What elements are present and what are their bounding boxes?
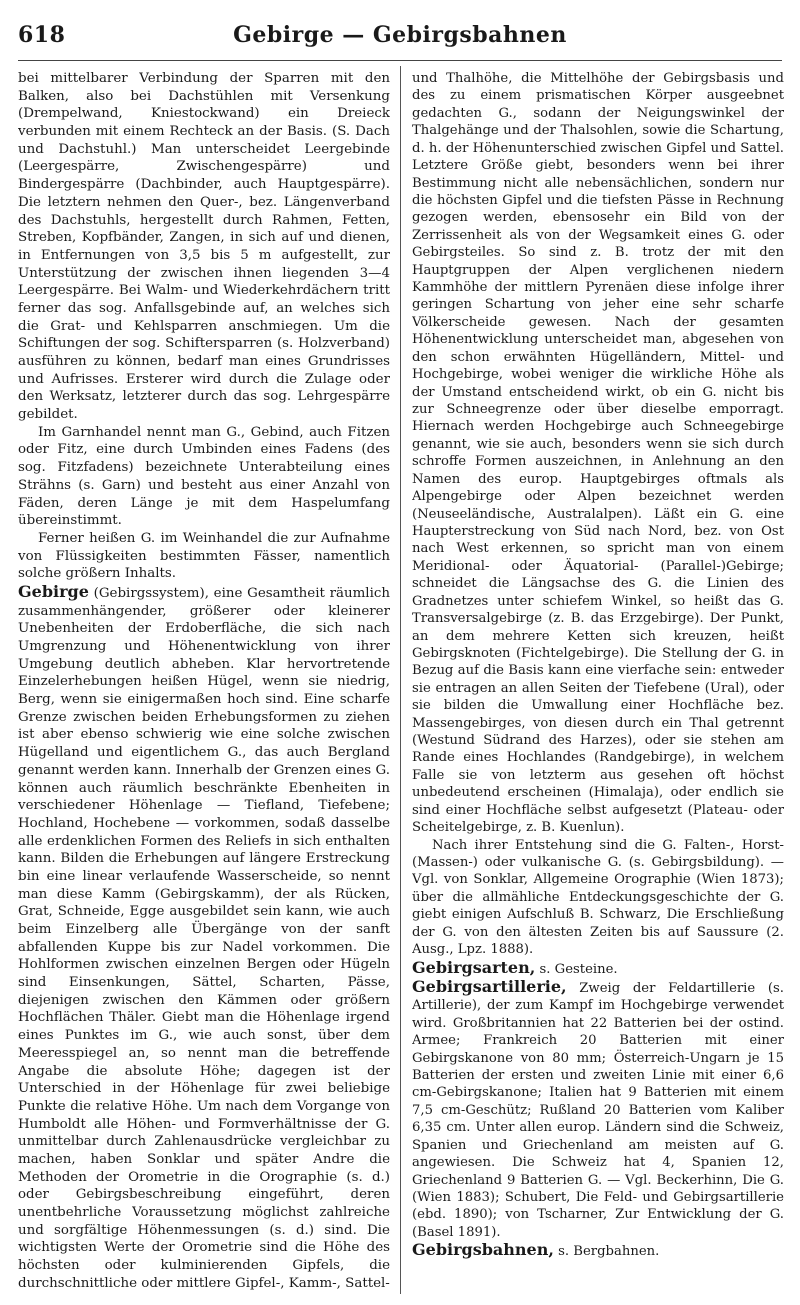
column-divider	[400, 66, 401, 1294]
entry-headword-gebirgsarten: Gebirgsarten,	[412, 957, 536, 977]
page-header	[18, 18, 782, 54]
left-column	[18, 70, 390, 1292]
entry-body-gebirgsarten: s. Gesteine.	[539, 961, 618, 977]
paragraph-garnhandel: Im Garnhandel nennt man G., Gebind, auch Fitzen oder Fitz, eine durch Umbinden eines Fadens (des sog. Fitzfadens) bezeichnete Unterabteilung eines Strähns (s. Garn) und besteht aus einer Anzahl von Fäden, deren Länge je mit dem Haspelumfang übereinstimmt.	[18, 424, 390, 529]
paragraph-entstehung: Nach ihrer Entstehung sind die G. Falten-, Horst- (Massen-) oder vulkanische G. (s. Gebirgsbildung). — Vgl. von Sonklar, Allgemeine Orographie (Wien 1873); über die allmähliche Entdeckungsgeschichte der G. giebt einigen Aufschluß B. Schwarz, Die Erschließung der G. von den ältesten Zeiten bis auf Saussure (2. Ausg., Lpz. 1888).	[412, 837, 784, 958]
entry-body-gebirge: (Gebirgssystem), eine Gesamtheit räumlich zusammenhängender, größerer oder kleinerer Unebenheiten der Erdoberfläche, die sich nach Umgrenzung und Höhenentwicklung von ihrer Umgebung deutlich abheben. Klar hervortretende Einzelerhebungen heißen Hügel, wenn sie niedrig, Berg, wenn sie einigermaßen hoch sind. Eine scharfe Grenze zwischen beiden Erhebungsformen zu ziehen ist aber ebenso schwierig wie eine solche zwischen Hügelland und eigentlichem G., das auch Bergland genannt werden kann. Innerhalb der Grenzen eines G. können auch räumlich beschränkte Ebenheiten in verschiedener Höhenlage — Tiefland, Tiefebene; Hochland, Hochebene — vorkommen, sodaß dasselbe alle erdenklichen Formen des Reliefs in sich enthalten kann. Bilden die Erhebungen auf längere Erstreckung bin eine linear verlaufende Wasserscheide, so nennt man diese Kamm (Gebirgskamm), der als Rücken, Grat, Schneide, Egge ausgebildet sein kann, wie auch beim Einzelberg alle Übergänge von der sanft abfallenden Kuppe bis zur Nadel vorkommen. Die Hohlformen zwischen einzelnen Bergen oder Hügeln sind Einsenkungen, Sättel, Scharten, Pässe, diejenigen zwischen den Kämmen oder größern Hochflächen Thäler. Giebt man die Höhenlage irgend eines Punktes im G., wie auch sonst, über dem Meeresspiegel an, so nennt man die betreffende Angabe die absolute Höhe; dagegen ist der Unterschied in der Höhenlage für zwei beliebige Punkte die relative Höhe. Um nach dem Vorgange von Humboldt alle Höhen- und Formverhältnisse der G. unmittelbar durch Zahlenausdrücke vergleichbar zu machen, haben Sonklar und später Andre die Methoden der Orometrie in die Orographie (s. d.) oder Gebirgsbeschreibung eingeführt, deren unentbehrliche Voraussetzung möglichst zahlreiche und sorgfältige Höhenmessungen (s. d.) sind. Die wichtigsten Werte der Orometrie sind die Höhe des höchsten oder kulminierenden Gipfels, die durchschnittliche oder mittlere Gipfel-, Kamm-, Sattel-	[18, 585, 390, 1291]
entry-headword-gebirge: Gebirge	[18, 581, 89, 601]
entry-headword-gebirgsartillerie: Gebirgsartillerie,	[412, 976, 567, 996]
entry-gebirgsbahnen	[412, 1241, 784, 1260]
entry-body-gebirgsbahnen: s. Bergbahnen.	[558, 1244, 660, 1260]
entry-gebirgsarten	[412, 959, 784, 978]
entry-body-gebirgsartillerie: Zweig der Feldartillerie (s. Artillerie), der zum Kampf im Hochgebirge verwendet wird. Großbritannien hat 22 Batterien bei der ostind. Armee; Frankreich 20 Batterien mit einer Gebirgskanone von 80 mm; Österreich-Ungarn je 15 Batterien der ersten und zweiten Linie mit einer 6,6 cm-Gebirgskanone; Italien hat 9 Batterien mit einem 7,5 cm-Geschütz; Rußland 20 Batterien vom Kaliber 6,35 cm. Unter allen europ. Ländern sind die Schweiz, Spanien und Griechenland am meisten auf G. angewiesen. Die Schweiz hat 4, Spanien 12, Griechenland 9 Batterien G. — Vgl. Beckerhinn, Die G. (Wien 1883); Schubert, Die Feld- und Gebirgsartillerie (ebd. 1890); von Tscharner, Zur Entwicklung der G. (Basel 1891).	[412, 980, 784, 1240]
entry-headword-gebirgsbahnen: Gebirgsbahnen,	[412, 1240, 554, 1260]
page-number: 618	[18, 22, 66, 48]
paragraph-dachstuhl: bei mittelbarer Verbindung der Sparren mit den Balken, also bei Dachstühlen mit Versenkung (Drempelwand, Kniestockwand) ein Dreieck verbunden mit einem Rechteck an der Basis. (S. Dach und Dachstuhl.) Man unterscheidet Leergebinde (Leergespärre, Zwischengespärre) und Bindergespärre (Dachbinder, auch Hauptgespärre). Die letztern nehmen den Quer-, bez. Längenverband des Dachstuhls, hergestellt durch Rahmen, Fetten, Streben, Kopfbänder, Zangen, in sich auf und dienen, in Entfernungen von 3,5 bis 5 m aufgestellt, zur Unterstützung der zwischen ihnen liegenden 3—4 Leergespärre. Bei Walm- und Wiederkehrdächern tritt ferner das sog. Anfallsgebinde auf, an welches sich die Grat- und Kehlsparren anschmiegen. Um die Schiftungen der sog. Schiftersparren (s. Holzverband) ausführen zu können, bedarf man eines Grundrisses und Aufrisses. Ersterer wird durch die Zulage oder den Werksatz, letzterer durch das sog. Lehrgespärre gebildet.	[18, 71, 390, 423]
right-column	[412, 70, 784, 1292]
paragraph-weinhandel: Ferner heißen G. im Weinhandel die zur Aufnahme von Flüssigkeiten bestimmten Fässer, namentlich solche größern Inhalts.	[18, 530, 390, 582]
entry-gebirgsartillerie	[412, 978, 784, 1241]
paragraph-gebirge-continued: und Thalhöhe, die Mittelhöhe der Gebirgsbasis und des zu einem prismatischen Körper ausgeebnet gedachten G., sodann der Neigungswinkel der Thalgehänge und der Thalsohlen, sowie die Schartung, d. h. der Höhenunterschied zwischen Gipfel und Sattel. Letztere Größe giebt, besonders wenn bei ihrer Bestimmung nicht alle nebensächlichen, sondern nur die höchsten Gipfel und die tiefsten Pässe in Rechnung gezogen werden, ebensosehr ein Bild von der Zerrissenheit als von der Wegsamkeit eines G. oder Gebirgsteiles. So sind z. B. trotz der mit den Hauptgruppen der Alpen verglichenen niedern Kammhöhe der mittlern Pyrenäen diese infolge ihrer geringen Schartung von jeher eine sehr scharfe Völkerscheide gewesen. Nach der gesamten Höhenentwicklung unterscheidet man, abgesehen von den schon erwähnten Hügelländern, Mittel- und Hochgebirge, wobei weniger die wirkliche Höhe als der Umstand entscheidend wirkt, ob ein G. nicht bis zur Schneegrenze oder über dieselbe emporragt. Hiernach werden Hochgebirge auch Schneegebirge genannt, wie sie auch, besonders wenn sie sich durch schroffe Formen auszeichnen, in Anlehnung an den Namen des europ. Hauptgebirges oftmals als Alpengebirge oder Alpen bezeichnet werden (Neuseeländische, Australalpen). Läßt ein G. eine Haupterstreckung von Süd nach Nord, bez. von Ost nach West erkennen, so spricht man von einem Meridional- oder Äquatorial- (Parallel-)Gebirge; schneidet die Längsachse des G. die Linien des Gradnetzes unter schiefem Winkel, so heißt das G. Transversalgebirge (z. B. das Erzgebirge). Der Punkt, an dem mehrere Ketten sich kreuzen, heißt Gebirgsknoten (Fichtelgebirge). Die Stellung der G. in Bezug auf die Basis kann eine vierfache sein: entweder sie entragen an allen Seiten der Tiefebene (Ural), oder sie bilden die Umwallung einer Hochfläche bez. Massengebirges, von diesen durch ein Thal getrennt (Westund Südrand des Harzes), oder sie stehen am Rande eines Hochlandes (Randgebirge), in welchem Falle sie von letzterm aus gesehen oft höchst unbedeutend erscheinen (Himalaja), oder endlich sie sind einer Hochfläche selbst aufgesetzt (Plateau- oder Scheitelgebirge, z. B. Kuenlun).	[412, 71, 784, 836]
header-rule	[18, 60, 782, 61]
entry-gebirge	[18, 583, 390, 1292]
running-head: Gebirge — Gebirgsbahnen	[233, 22, 567, 48]
